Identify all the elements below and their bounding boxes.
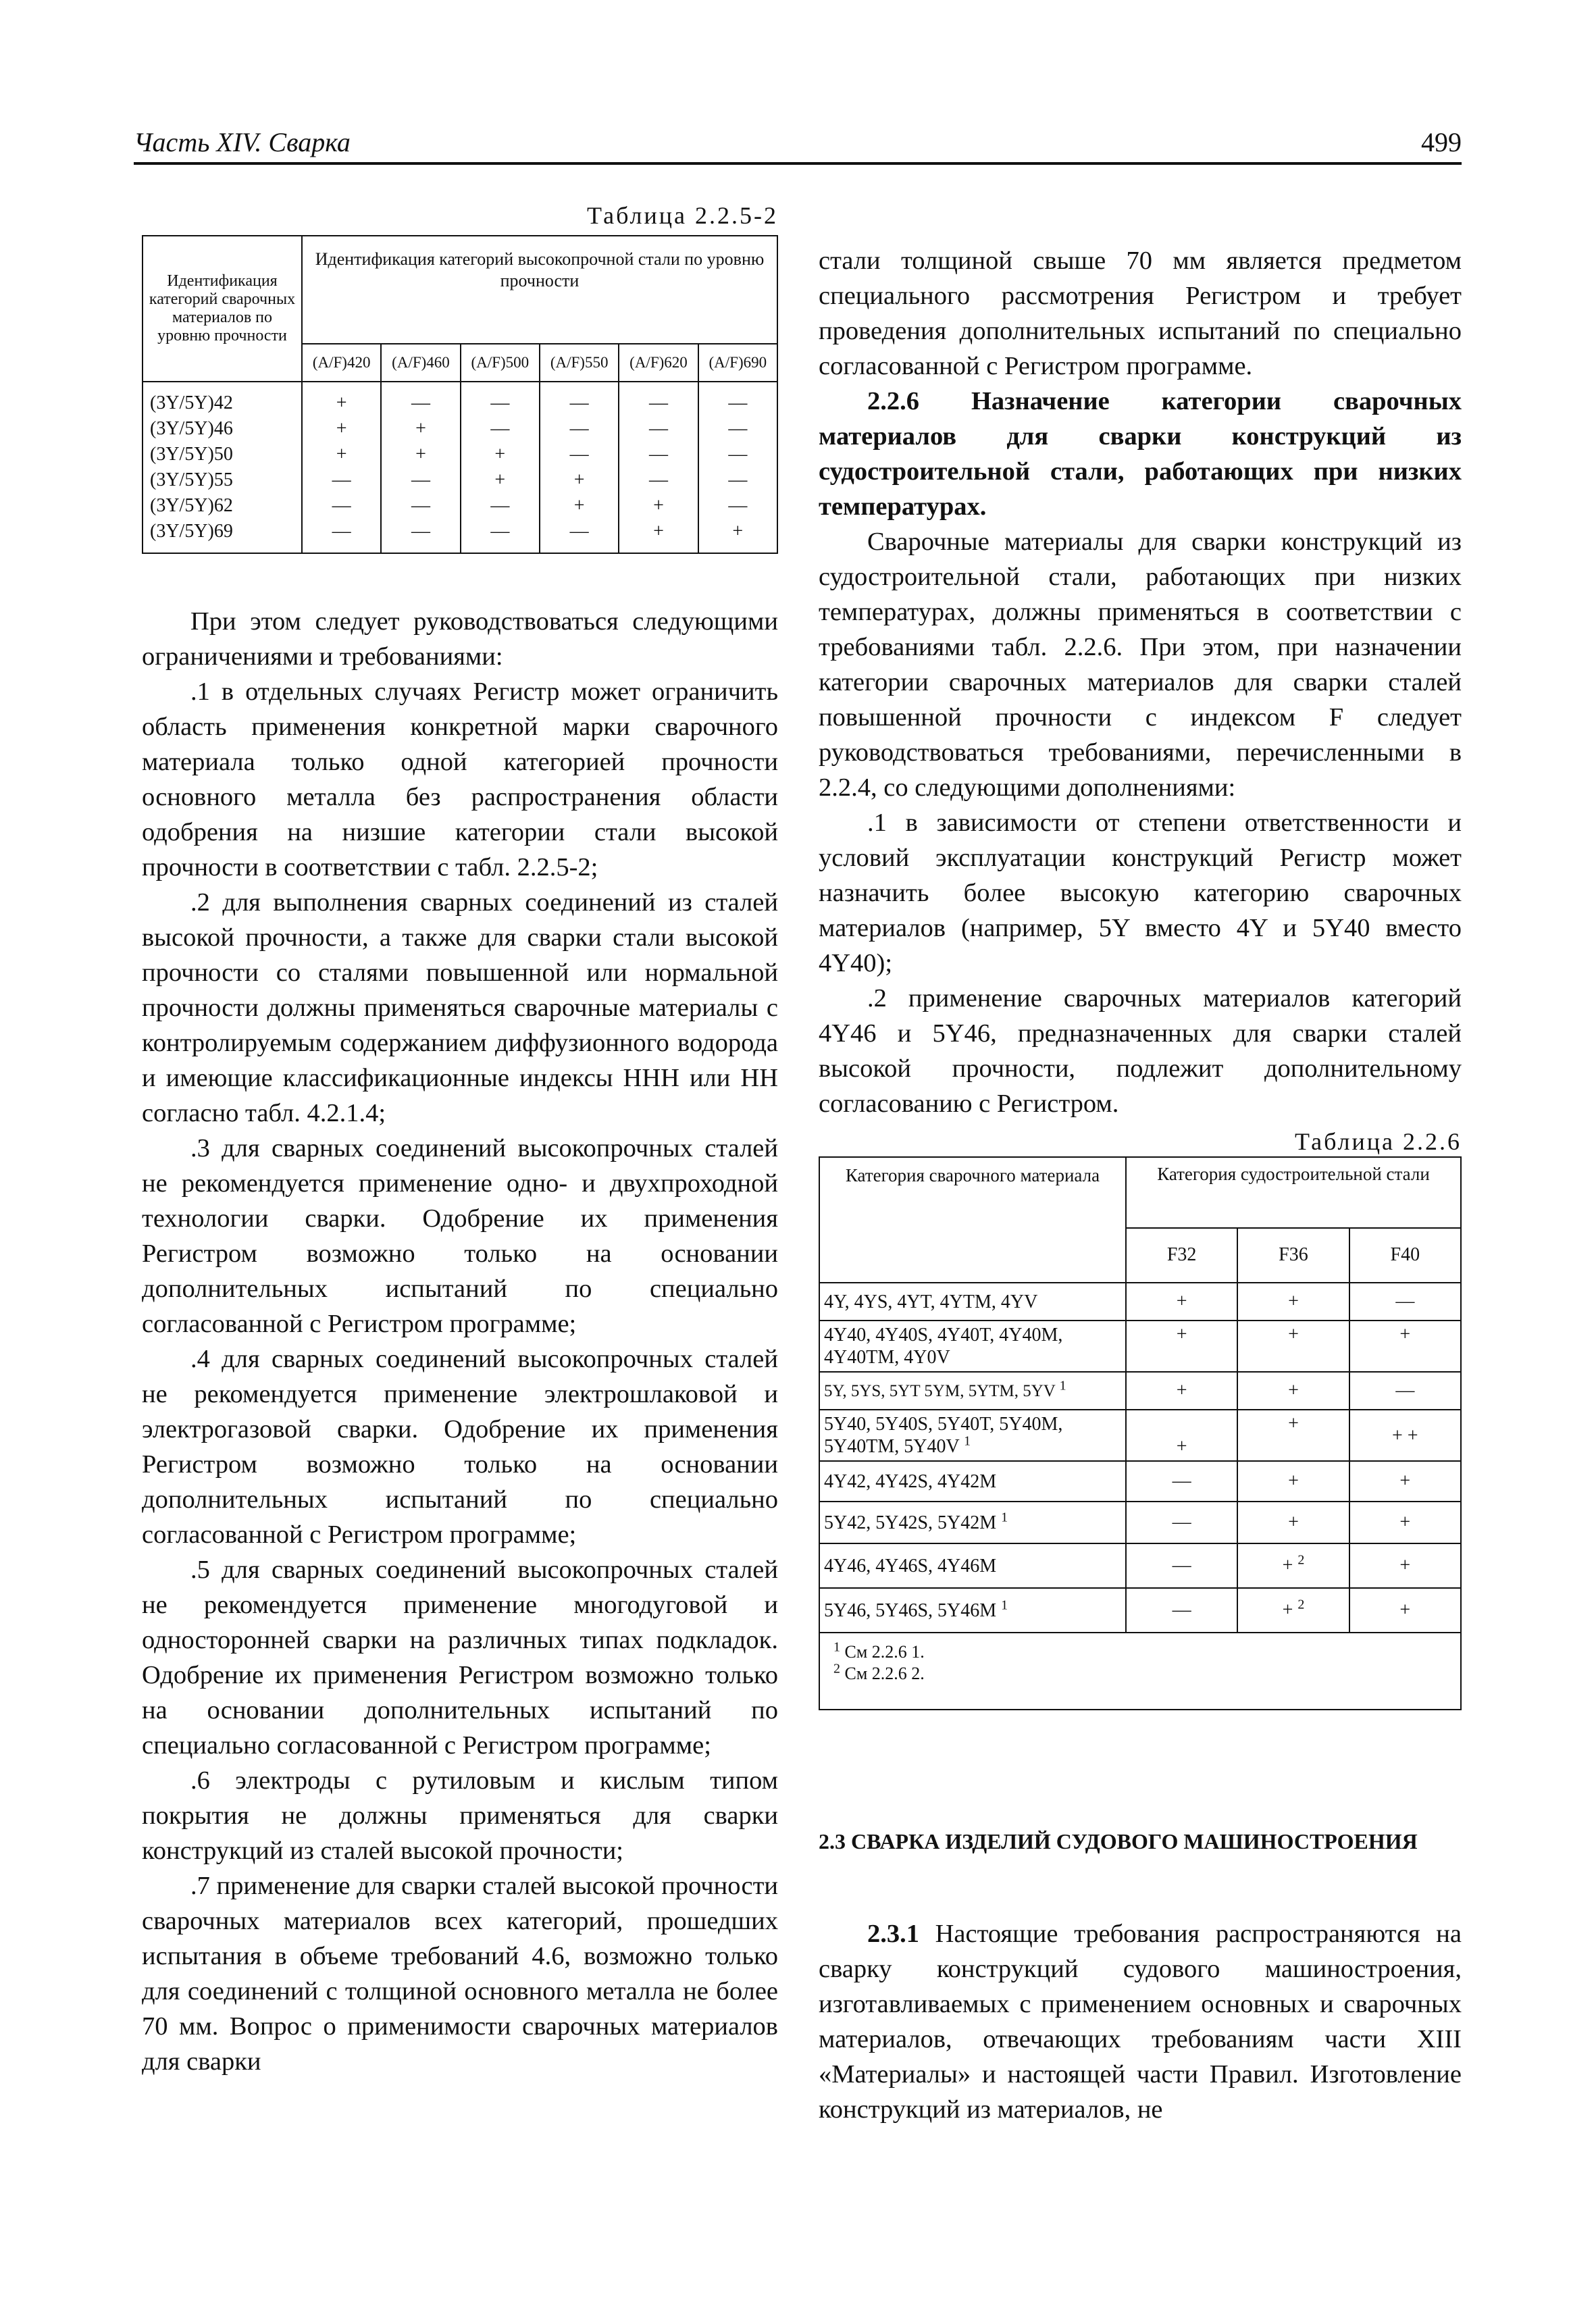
table1-cell: —	[569, 392, 589, 413]
table1-cell: —	[411, 521, 430, 542]
footnote-marker: 2	[1297, 1597, 1305, 1612]
table1-cat: (A/F)690	[698, 344, 777, 382]
right-paragraph-1: Сварочные материалы для сварки конструкций из судостроительной стали, работающих при низких температурах, должны применяться в соответствии с требованиями табл. 2.2.6. При этом, при назначении категории сварочных материалов для сварки сталей повышенной прочности с индексом F следует руководствоваться требованиями, перечисленными в 2.2.4, со следующими дополнениями:	[819, 528, 1462, 802]
table1-cell: +	[732, 521, 744, 542]
table1-cell: —	[728, 469, 748, 490]
table2-row-label	[819, 1410, 1126, 1461]
table1-cat: (A/F)500	[461, 344, 540, 382]
table2-cell: + +	[1349, 1410, 1461, 1461]
table2-cell: +	[1237, 1502, 1349, 1543]
table2-label-text: 4Y, 4YS, 4YT, 4YTM, 4YV	[824, 1291, 1038, 1312]
table1-cell: —	[728, 418, 748, 439]
table2-footnotes	[819, 1633, 1461, 1710]
table1-cat: (A/F)620	[619, 344, 698, 382]
table1-cell: —	[569, 444, 589, 465]
table1-cell: +	[336, 392, 347, 413]
table2-row-label	[819, 1461, 1126, 1502]
table2-cell: +	[1237, 1372, 1349, 1410]
table2-label-text: 5Y40, 5Y40S, 5Y40T, 5Y40M, 5Y40TM, 5Y40V	[824, 1414, 1063, 1457]
table1-caption: Таблица 2.2.5-2	[587, 202, 778, 229]
table1-col	[540, 382, 619, 553]
table1-cell: —	[648, 392, 668, 413]
table2-cell: +	[1349, 1588, 1461, 1633]
table1-cell: —	[569, 521, 589, 542]
table1-cat: (A/F)460	[381, 344, 460, 382]
table1-cell: —	[411, 469, 430, 490]
table2-row-label	[819, 1283, 1126, 1321]
table2-row-label	[819, 1321, 1126, 1372]
left-intro: При этом следует руководствоваться следующими ограничениями и требованиями:	[142, 607, 778, 671]
table1-cell: —	[332, 469, 351, 490]
table1-cell: —	[332, 521, 351, 542]
footnote-marker: 2	[833, 1661, 840, 1676]
table2-cell: +	[1349, 1461, 1461, 1502]
table1-col	[461, 382, 540, 553]
table2-label-text: 4Y46, 4Y46S, 4Y46M	[824, 1555, 997, 1577]
table2-cell	[1237, 1588, 1349, 1633]
table1-row-label: (3Y/5Y)55	[150, 469, 233, 490]
table1-cell: —	[728, 495, 748, 516]
table1-cell: —	[648, 444, 668, 465]
table-2-2-6	[819, 1156, 1462, 1710]
footnote-marker: 1	[1001, 1597, 1008, 1613]
table1-cell: +	[336, 418, 347, 439]
table2-cell	[1237, 1543, 1349, 1588]
running-title: Часть XIV. Сварка	[134, 127, 351, 157]
table1-cell: +	[653, 521, 664, 542]
table1-cell: —	[490, 392, 510, 413]
table-2-2-5-2	[142, 235, 778, 554]
table1-cell: —	[569, 418, 589, 439]
table2-cell: +	[1126, 1321, 1237, 1372]
table2-row-label	[819, 1372, 1126, 1410]
right-item-2: .2 применение сварочных материалов категорий 4Y46 и 5Y46, предназначенных для сварки сталей высокой прочности, подлежит дополнительному согласованию с Регистром.	[819, 984, 1462, 1118]
table1-cell: +	[415, 418, 426, 439]
table2-label-text: 5Y, 5YS, 5YT 5YM, 5YTM, 5YV	[824, 1381, 1056, 1400]
table2-cell: +	[1237, 1410, 1349, 1461]
left-item-1: .1 в отдельных случаях Регистр может ограничить область применения конкретной марки сварочного материала только одной категорией прочности основного металла без распространения области одобрения на низшие категории стали высокой прочности в соответствии с табл. 2.2.5-2;	[142, 677, 778, 881]
table2-cell: +	[1126, 1372, 1237, 1410]
table2-label-text: 4Y40, 4Y40S, 4Y40T, 4Y40M, 4Y40TM, 4Y0V	[824, 1325, 1063, 1368]
footnote-marker: 2	[1297, 1552, 1305, 1568]
left-item-3: .3 для сварных соединений высокопрочных сталей не рекомендуется применение одно- и двухпроходной технологии сварки. Одобрение их применения Регистром возможно только на основании дополнительных испытаний по специально согласованной с Регистром программе;	[142, 1134, 778, 1338]
table1-head-left: Идентификация категорий сварочных материалов по уровню прочности	[143, 236, 302, 382]
table2-cell-value: +	[1282, 1555, 1293, 1576]
footnote-marker: 1	[964, 1433, 971, 1449]
left-column	[142, 196, 778, 2079]
section-title: Назначение категории сварочных материалов для сварки конструкций из судостроительной стали, работающих при низких температурах.	[819, 387, 1462, 521]
table2-cell: —	[1126, 1588, 1237, 1633]
paragraph-number: 2.3.1	[867, 1920, 919, 1948]
left-item-6: .6 электроды с рутиловым и кислым типом покрытия не должны применяться для сварки конструкций из сталей высокой прочности;	[142, 1766, 778, 1865]
table2-row-label	[819, 1588, 1126, 1633]
footnote-text: См 2.2.6 1.	[844, 1642, 925, 1662]
table1-cat: (A/F)420	[302, 344, 381, 382]
footnote-marker: 1	[1001, 1510, 1008, 1525]
table1-row-label: (3Y/5Y)50	[150, 444, 233, 465]
table2-cell: +	[1126, 1283, 1237, 1321]
table2-label-text: 5Y46, 5Y46S, 5Y46M	[824, 1599, 997, 1621]
table2-row-label	[819, 1543, 1126, 1588]
table1-cell: +	[494, 444, 506, 465]
section-number: 2.2.6	[867, 387, 919, 415]
table2-cell: —	[1126, 1502, 1237, 1543]
footnote-marker: 1	[833, 1639, 840, 1655]
table1-cell: +	[573, 469, 585, 490]
table1-cell: +	[336, 444, 347, 465]
paragraph-2-3-1	[819, 1916, 1462, 2127]
table2-head-left: Категория сварочного материала	[819, 1157, 1126, 1283]
left-item-4: .4 для сварных соединений высокопрочных сталей не рекомендуется применение электрошлаковой и электрогазовой сварки. Одобрение их применения Регистром возможно только на основании дополнительных испытаний по специально согласованной с Регистром программе;	[142, 1345, 778, 1549]
left-item-5: .5 для сварных соединений высокопрочных сталей не рекомендуется применение многодуговой и односторонней сварки на различных типах подкладок. Одобрение их применения Регистром возможно только на основании дополнительных испытаний по специально согласованной с Регистром программе;	[142, 1556, 778, 1760]
paragraph-text: Настоящие требования распространяются на сварку конструкций судового машиностроения, изготавливаемых с применением основных и сварочных материалов, отвечающих требованиям части XIII «Материалы» и настоящей части Правил. Изготовление конструкций из материалов, не	[819, 1920, 1462, 2124]
table1-cell: —	[490, 495, 510, 516]
table2-cell: +	[1349, 1543, 1461, 1588]
table1-cell: —	[411, 392, 430, 413]
table2-label-text: 4Y42, 4Y42S, 4Y42M	[824, 1470, 997, 1492]
section-2-2-6-heading	[819, 384, 1462, 524]
table2-cell: +	[1126, 1410, 1237, 1461]
table1-row-label: (3Y/5Y)62	[150, 495, 233, 516]
table2-cell: +	[1349, 1502, 1461, 1543]
table2-cell: +	[1349, 1321, 1461, 1372]
table1-col	[619, 382, 698, 553]
table1-row-label: (3Y/5Y)42	[150, 392, 233, 413]
table2-cell: +	[1237, 1283, 1349, 1321]
table2-cell: —	[1349, 1283, 1461, 1321]
footnote-1	[833, 1641, 1447, 1663]
right-column	[819, 243, 1462, 2127]
footnote-marker: 1	[1059, 1378, 1066, 1393]
table1-cell: +	[653, 495, 664, 516]
right-item-1: .1 в зависимости от степени ответственности и условий эксплуатации конструкций Регистр может назначить более высокую категорию сварочных материалов (например, 5Y вместо 4Y и 5Y40 вместо 4Y40);	[819, 809, 1462, 977]
table1-cell: —	[648, 469, 668, 490]
table2-cell: —	[1126, 1461, 1237, 1502]
table1-head-right: Идентификация категорий высокопрочной стали по уровню прочности	[302, 236, 777, 344]
table2-cell: +	[1237, 1461, 1349, 1502]
table1-cell: —	[490, 418, 510, 439]
footnote-2	[833, 1663, 1447, 1685]
footnote-text: См 2.2.6 2.	[844, 1664, 925, 1683]
table2-caption: Таблица 2.2.6	[1295, 1128, 1462, 1155]
page-number: 499	[1421, 127, 1462, 157]
table2-row-label	[819, 1502, 1126, 1543]
table1-cell: —	[728, 392, 748, 413]
table1-row-label: (3Y/5Y)46	[150, 418, 233, 439]
table1-cell: —	[728, 444, 748, 465]
table2-col: F32	[1126, 1228, 1237, 1283]
table1-row-label: (3Y/5Y)69	[150, 521, 233, 542]
table2-col: F36	[1237, 1228, 1349, 1283]
table1-cell: +	[573, 495, 585, 516]
section-2-3-heading: 2.3 СВАРКА ИЗДЕЛИЙ СУДОВОГО МАШИНОСТРОЕНИЯ	[819, 1829, 1418, 1853]
page-header	[134, 123, 1462, 165]
table1-labels	[143, 382, 302, 553]
table1-cell: —	[648, 418, 668, 439]
table1-cell: +	[494, 469, 506, 490]
left-item-7: .7 применение для сварки сталей высокой прочности сварочных материалов всех категорий, прошедших испытания в объеме требований 4.6, возможно только для соединений с толщиной основного металла не более 70 мм. Вопрос о применимости сварочных материалов для сварки	[142, 1872, 778, 2076]
left-item-2: .2 для выполнения сварных соединений из сталей высокой прочности, а также для сварки стали высокой прочности со сталями повышенной или нормальной прочности должны применяться сварочные материалы с контролируемым содержанием диффузионного водорода и имеющие классификационные индексы ННН или НН согласно табл. 4.2.1.4;	[142, 888, 778, 1127]
table1-col	[302, 382, 381, 553]
table1-cell: —	[490, 521, 510, 542]
table2-cell: +	[1237, 1321, 1349, 1372]
table1-cell: +	[415, 444, 426, 465]
right-continuation: стали толщиной свыше 70 мм является предметом специального рассмотрения Регистром и требует проведения дополнительных испытаний по специально согласованной с Регистром программе.	[819, 247, 1462, 380]
table1-col	[381, 382, 460, 553]
table2-label-text: 5Y42, 5Y42S, 5Y42M	[824, 1512, 997, 1533]
table2-cell-value: +	[1282, 1599, 1293, 1620]
table2-col: F40	[1349, 1228, 1461, 1283]
table1-cell: —	[411, 495, 430, 516]
table1-cat: (A/F)550	[540, 344, 619, 382]
table2-cell: —	[1126, 1543, 1237, 1588]
table1-cell: —	[332, 495, 351, 516]
table2-cell: —	[1349, 1372, 1461, 1410]
table1-col	[698, 382, 777, 553]
table2-head-right: Категория судостроительной стали	[1126, 1157, 1461, 1228]
